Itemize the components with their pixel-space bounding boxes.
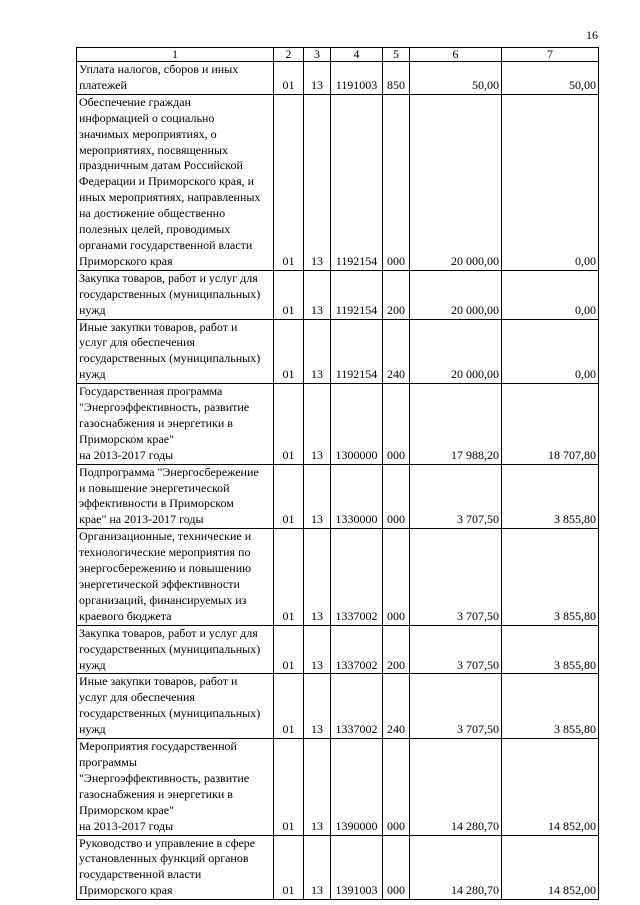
row-name xyxy=(77,62,274,95)
section-code: 01 xyxy=(274,384,304,465)
subsection-code: 13 xyxy=(304,62,331,95)
row-name-line: Уплата налогов, сборов и иных xyxy=(79,62,239,76)
column-header-7: 7 xyxy=(502,48,599,62)
expense-type-code: 000 xyxy=(383,384,410,465)
row-name-line: Иные закупки товаров, работ и xyxy=(79,319,238,334)
row-name-line: нужд xyxy=(79,302,106,317)
section-code: 01 xyxy=(274,270,304,319)
amount-column-6: 3 707,50 xyxy=(410,625,502,674)
row-name-line: на достижение общественно xyxy=(79,206,226,221)
row-name xyxy=(77,674,274,739)
target-article-code: 1191003 xyxy=(331,62,383,95)
subsection-code: 13 xyxy=(304,835,331,900)
row-name-line: и повышение энергетической xyxy=(79,480,230,495)
amount-column-7: 3 855,80 xyxy=(502,464,599,529)
table-row xyxy=(77,94,599,270)
row-name-line: "Энергоэффективность, развитие xyxy=(79,400,250,415)
row-name-line: крае" на 2013-2017 годы xyxy=(79,512,204,527)
subsection-code: 13 xyxy=(304,739,331,835)
section-code: 01 xyxy=(274,62,304,95)
amount-column-7: 3 855,80 xyxy=(502,529,599,625)
expense-type-code: 000 xyxy=(383,739,410,835)
row-name-line: услуг для обеспечения xyxy=(79,690,195,705)
table-row xyxy=(77,674,599,739)
row-name-line: Федерации и Приморского края, и xyxy=(79,174,255,189)
expense-type-code: 000 xyxy=(383,529,410,625)
expense-type-code: 200 xyxy=(383,625,410,674)
row-name-line: на 2013-2017 годы xyxy=(79,818,174,833)
row-name-line: нужд xyxy=(79,657,106,672)
amount-column-7: 14 852,00 xyxy=(502,835,599,900)
row-name-line: Организационные, технические и xyxy=(79,529,252,544)
section-code: 01 xyxy=(274,835,304,900)
row-name-line: Приморского края xyxy=(79,253,173,268)
target-article-code: 1337002 xyxy=(331,674,383,739)
amount-column-7: 3 855,80 xyxy=(502,674,599,739)
row-name-line: нужд xyxy=(79,367,106,382)
column-header-2: 2 xyxy=(274,48,304,62)
row-name-line: государственных (муниципальных) xyxy=(79,641,261,656)
row-name-line: Обеспечение граждан xyxy=(79,94,191,109)
column-header-6: 6 xyxy=(410,48,502,62)
expense-type-code: 240 xyxy=(383,319,410,384)
column-header-4: 4 xyxy=(331,48,383,62)
row-name-line: государственной власти xyxy=(79,867,202,882)
section-code: 01 xyxy=(274,319,304,384)
section-code: 01 xyxy=(274,739,304,835)
subsection-code: 13 xyxy=(304,94,331,270)
amount-column-7: 50,00 xyxy=(502,62,599,95)
amount-column-6: 20 000,00 xyxy=(410,270,502,319)
row-name xyxy=(77,319,274,384)
expense-type-code: 200 xyxy=(383,270,410,319)
amount-column-6: 14 280,70 xyxy=(410,739,502,835)
expense-type-code: 000 xyxy=(383,94,410,270)
row-name-line: нужд xyxy=(79,722,106,737)
subsection-code: 13 xyxy=(304,529,331,625)
row-name-line: краевого бюджета xyxy=(79,608,172,623)
expense-type-code: 000 xyxy=(383,464,410,529)
amount-column-7: 0,00 xyxy=(502,94,599,270)
row-name-line: полезных целей, проводимых xyxy=(79,222,231,237)
target-article-code: 1390000 xyxy=(331,739,383,835)
subsection-code: 13 xyxy=(304,674,331,739)
row-name-line: государственных (муниципальных) xyxy=(79,706,261,721)
table-row xyxy=(77,835,599,900)
section-code: 01 xyxy=(274,464,304,529)
target-article-code: 1391003 xyxy=(331,835,383,900)
target-article-code: 1192154 xyxy=(331,94,383,270)
table-body xyxy=(77,48,599,900)
row-name-line: Приморского края xyxy=(79,883,173,898)
subsection-code: 13 xyxy=(304,270,331,319)
amount-column-6: 50,00 xyxy=(410,62,502,95)
amount-column-6: 17 988,20 xyxy=(410,384,502,465)
row-name-line: Руководство и управление в сфере xyxy=(79,835,256,850)
subsection-code: 13 xyxy=(304,625,331,674)
amount-column-7: 0,00 xyxy=(502,319,599,384)
row-name-line: значимых мероприятиях, о xyxy=(79,126,217,141)
table-row xyxy=(77,529,599,625)
row-name xyxy=(77,835,274,900)
row-name-line: технологические мероприятия по xyxy=(79,545,251,560)
column-number-header-row xyxy=(77,48,599,62)
target-article-code: 1330000 xyxy=(331,464,383,529)
section-code: 01 xyxy=(274,674,304,739)
row-name xyxy=(77,464,274,529)
amount-column-7: 14 852,00 xyxy=(502,739,599,835)
row-name-line: Государственная программа xyxy=(79,384,223,399)
row-name-line: иных мероприятиях, направленных xyxy=(79,190,261,205)
table-row xyxy=(77,62,599,95)
row-name-line: услуг для обеспечения xyxy=(79,335,195,350)
section-code: 01 xyxy=(274,625,304,674)
table-row xyxy=(77,625,599,674)
row-name-line: на 2013-2017 годы xyxy=(79,447,174,462)
row-name-line: организаций, финансируемых из xyxy=(79,592,247,607)
amount-column-7: 18 707,80 xyxy=(502,384,599,465)
budget-table xyxy=(76,47,599,900)
column-header-5: 5 xyxy=(383,48,410,62)
expense-type-code: 850 xyxy=(383,62,410,95)
amount-column-6: 3 707,50 xyxy=(410,674,502,739)
row-name xyxy=(77,625,274,674)
row-name-line: Приморском крае" xyxy=(79,431,174,446)
row-name-line: Закупка товаров, работ и услуг для xyxy=(79,270,258,285)
subsection-code: 13 xyxy=(304,384,331,465)
column-header-1: 1 xyxy=(77,48,274,62)
target-article-code: 1337002 xyxy=(331,529,383,625)
amount-column-6: 20 000,00 xyxy=(410,319,502,384)
row-name xyxy=(77,384,274,465)
amount-column-6: 3 707,50 xyxy=(410,529,502,625)
row-name-line: информацией о социально xyxy=(79,110,215,125)
table-row xyxy=(77,384,599,465)
row-name-line: праздничным датам Российской xyxy=(79,158,243,173)
row-name-line: органами государственной власти xyxy=(79,237,253,252)
row-name-line: программы xyxy=(79,754,137,769)
expense-type-code: 000 xyxy=(383,835,410,900)
row-name-line: государственных (муниципальных) xyxy=(79,351,261,366)
table-row xyxy=(77,270,599,319)
row-name-line: "Энергоэффективность, развитие xyxy=(79,770,250,785)
row-name-line: Приморском крае" xyxy=(79,802,174,817)
row-name xyxy=(77,270,274,319)
row-name-line: мероприятиях, посвященных xyxy=(79,142,229,157)
amount-column-6: 3 707,50 xyxy=(410,464,502,529)
table-row xyxy=(77,739,599,835)
expense-type-code: 240 xyxy=(383,674,410,739)
row-name-line: Иные закупки товаров, работ и xyxy=(79,674,238,689)
table-row xyxy=(77,319,599,384)
target-article-code: 1192154 xyxy=(331,270,383,319)
row-name-line: Мероприятия государственной xyxy=(79,739,237,754)
row-name-line: газоснабжения и энергетики в xyxy=(79,415,233,430)
subsection-code: 13 xyxy=(304,464,331,529)
row-name xyxy=(77,529,274,625)
table-row xyxy=(77,464,599,529)
amount-column-6: 20 000,00 xyxy=(410,94,502,270)
column-header-3: 3 xyxy=(304,48,331,62)
row-name-line: установленных функций органов xyxy=(79,851,249,866)
amount-column-7: 0,00 xyxy=(502,270,599,319)
row-name-line: платежей xyxy=(79,77,127,92)
amount-column-7: 3 855,80 xyxy=(502,625,599,674)
row-name xyxy=(77,94,274,270)
row-name xyxy=(77,739,274,835)
target-article-code: 1192154 xyxy=(331,319,383,384)
target-article-code: 1300000 xyxy=(331,384,383,465)
row-name-line: государственных (муниципальных) xyxy=(79,286,261,301)
page-number: 16 xyxy=(586,28,598,42)
row-name-line: Подпрограмма "Энергосбережение xyxy=(79,464,259,479)
amount-column-6: 14 280,70 xyxy=(410,835,502,900)
row-name-line: энергетической эффективности xyxy=(79,577,240,591)
section-code: 01 xyxy=(274,94,304,270)
row-name-line: Закупка товаров, работ и услуг для xyxy=(79,625,258,640)
section-code: 01 xyxy=(274,529,304,625)
target-article-code: 1337002 xyxy=(331,625,383,674)
row-name-line: энергосбережению и повышению xyxy=(79,561,252,576)
subsection-code: 13 xyxy=(304,319,331,384)
row-name-line: газоснабжения и энергетики в xyxy=(79,786,233,801)
row-name-line: эффективности в Приморском xyxy=(79,496,234,511)
